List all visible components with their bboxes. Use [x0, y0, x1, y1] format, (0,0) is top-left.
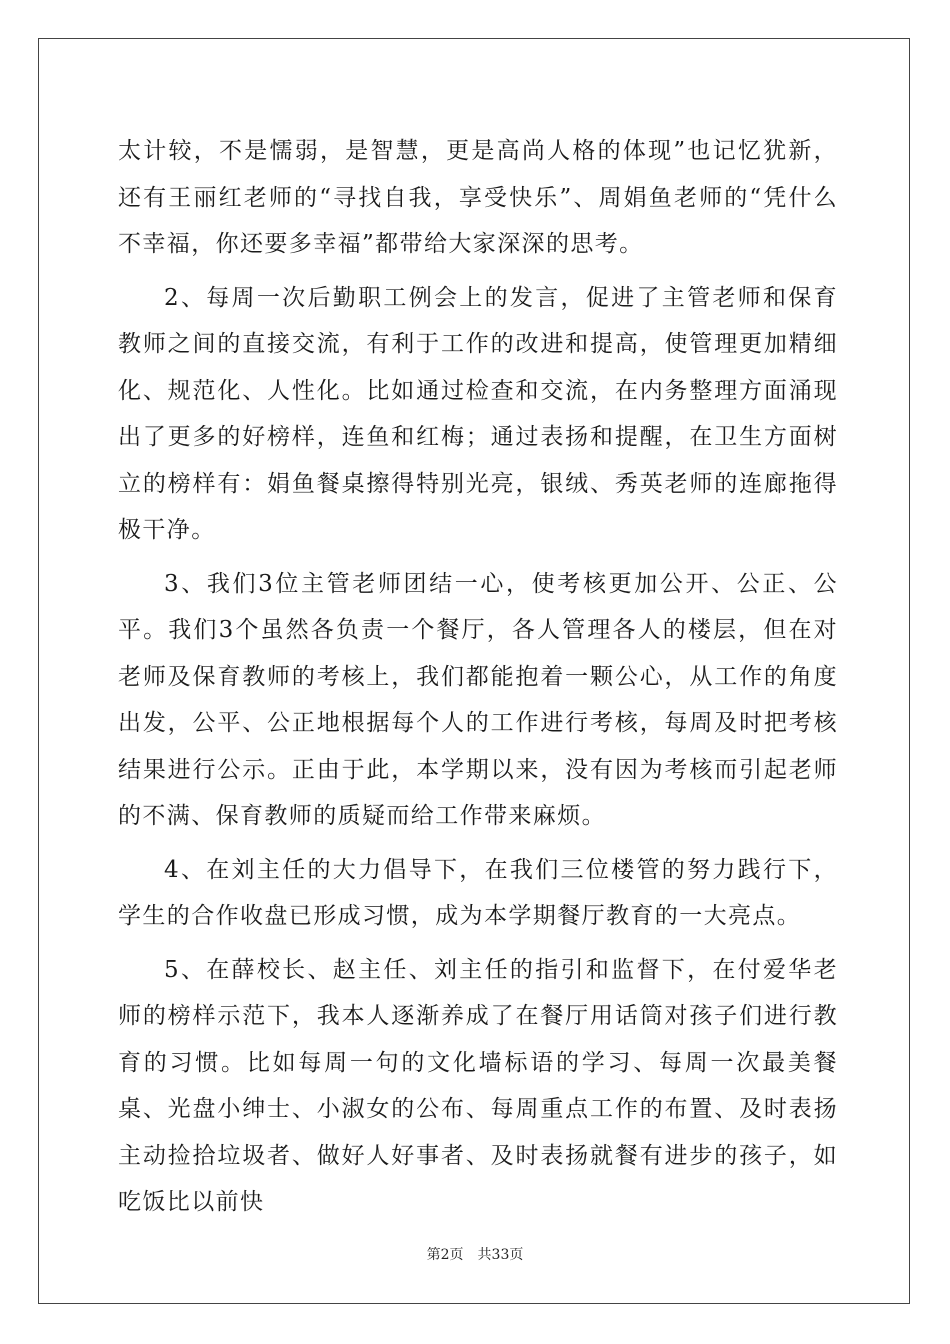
paragraph-3: 3、我们3位主管老师团结一心，使考核更加公开、公正、公平。我们3个虽然各负责一个餐厅，各人管理各人的楼层，但在对老师及保育教师的考核上，我们都能抱着一颗公心，从工作的角度出发，公平、公正地根据每个人的工作进行考核，每周及时把考核结果进行公示。正由于此，本学期以来，没有因为考核而引起老师的不满、保育教师的质疑而给工作带来麻烦。 [118, 570, 838, 829]
paragraph-4: 4、在刘主任的大力倡导下，在我们三位楼管的努力践行下，学生的合作收盘已形成习惯，成为本学期餐厅教育的一大亮点。 [118, 856, 838, 929]
page-footer [0, 1244, 950, 1264]
page-total: 共33页 [477, 1247, 524, 1263]
document-body [118, 128, 838, 1226]
paragraph-5: 5、在薛校长、赵主任、刘主任的指引和监督下，在付爱华老师的榜样示范下，我本人逐渐养成了在餐厅用话筒对孩子们进行教育的习惯。比如每周一句的文化墙标语的学习、每周一次最美餐桌、光盘小绅士、小淑女的公布、每周重点工作的布置、及时表扬主动捡拾垃圾者、做好人好事者、及时表扬就餐有进步的孩子，如吃饭比以前快 [118, 956, 838, 1215]
paragraph-2: 2、每周一次后勤职工例会上的发言，促进了主管老师和保育教师之间的直接交流，有利于工作的改进和提高，使管理更加精细化、规范化、人性化。比如通过检查和交流，在内务整理方面涌现出了更多的好榜样，连鱼和红梅；通过表扬和提醒，在卫生方面树立的榜样有：娟鱼餐桌擦得特别光亮，银绒、秀英老师的连廊拖得极干净。 [118, 284, 838, 543]
page-number: 第2页 [426, 1247, 464, 1263]
paragraph-1: 太计较，不是懦弱，是智慧，更是高尚人格的体现”也记忆犹新，还有王丽红老师的“寻找自我，享受快乐”、周娟鱼老师的“凭什么不幸福，你还要多幸福”都带给大家深深的思考。 [118, 138, 838, 257]
